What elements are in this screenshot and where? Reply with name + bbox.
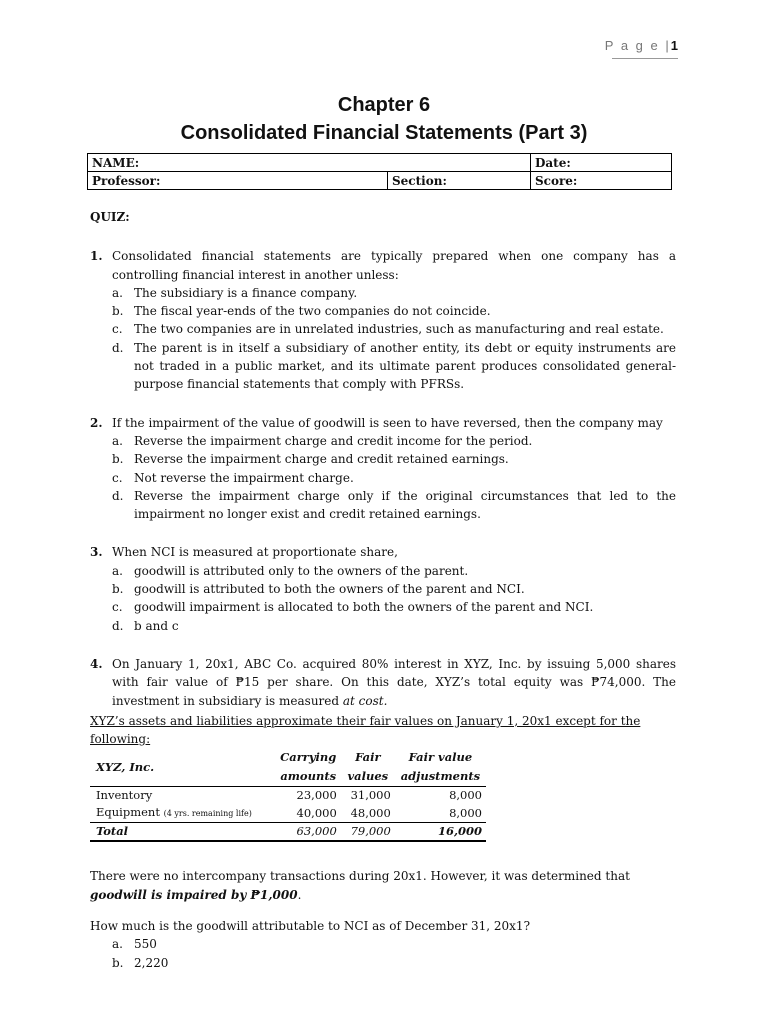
paragraph-emphasis: goodwill is impaired by ₱1,000 [90,887,298,902]
option-a[interactable] [112,432,676,450]
option-d[interactable] [112,339,676,394]
table-row [90,787,486,805]
option-letter: a. [112,285,123,300]
option-letter: c. [112,470,123,485]
total-carrying: 63,000 [276,823,341,842]
quiz-label: QUIZ: [90,210,130,224]
table-total-row [90,823,486,842]
question-3 [90,543,676,634]
question-2 [90,414,676,524]
question-number: 3. [90,545,103,560]
carrying-cell: 23,000 [296,788,337,803]
option-letter: d. [112,488,124,503]
option-letter: c. [112,322,123,337]
option-a[interactable] [90,935,676,953]
option-d[interactable] [112,617,676,635]
student-info-table [87,153,672,190]
section-field[interactable]: Section: [388,172,531,190]
question-text [112,655,676,710]
fair-header: Fair [355,750,381,765]
question-number: 4. [90,656,103,671]
option-letter: d. [112,340,124,355]
option-letter: a. [112,563,123,578]
question-text: Consolidated financial statements are typically prepared when one company has a controlling financial interest in another unless: [112,249,676,282]
table-row [90,804,486,823]
option-letter: d. [112,618,124,633]
option-b[interactable] [90,954,676,972]
quiz-content [90,208,676,972]
option-text: 550 [134,937,157,952]
option-letter: b. [112,304,124,319]
page-number [605,38,678,53]
score-field[interactable]: Score: [531,172,672,190]
carrying-header: Carrying [280,750,337,765]
option-b[interactable] [112,302,676,320]
option-b[interactable] [112,580,676,598]
fair-value-table [90,748,486,842]
option-text: The two companies are in unrelated industries, such as manufacturing and real estate. [134,322,664,337]
option-letter: b. [112,955,124,970]
name-field[interactable]: NAME: [88,154,531,172]
option-c[interactable] [112,320,676,338]
fair-value-intro: XYZ’s assets and liabilities approximate their fair values on January 1, 20x1 except for the following: [90,713,641,747]
question-number: 2. [90,415,103,430]
paragraph-text: There were no intercompany transactions during 20x1. However, it was determined that [90,869,630,884]
option-letter: b. [112,452,124,467]
total-label: Total [90,823,276,842]
fair-cell: 48,000 [350,805,391,820]
row-note: (4 yrs. remaining life) [163,809,252,819]
question-1 [90,247,676,393]
option-a[interactable] [112,284,676,302]
option-text: Not reverse the impairment charge. [134,470,354,485]
paragraph-end: . [297,887,302,902]
total-adjustment: 16,000 [395,823,486,842]
total-fair: 79,000 [341,823,395,842]
option-b[interactable] [112,450,676,468]
date-field[interactable]: Date: [531,154,672,172]
row-label [90,804,276,823]
option-c[interactable] [112,598,676,616]
option-a[interactable] [112,562,676,580]
option-c[interactable] [112,469,676,487]
row-label-text: Equipment [96,805,160,820]
carrying-header-2: amounts [276,767,341,787]
row-label-text: Inventory [96,788,153,803]
row-label [90,787,276,805]
adjustment-cell: 8,000 [449,805,482,820]
page-number-value: 1 [670,38,678,53]
adjustment-header-2: adjustments [395,767,486,787]
question-text-main: On January 1, 20x1, ABC Co. acquired 80% interest in XYZ, Inc. by issuing 5,000 shares with fair value of ₱15 per share. On this date, XYZ’s total equity was ₱74,000. The investment in subsidiary is measured [112,656,676,708]
professor-field[interactable]: Professor: [88,172,388,190]
option-text: Reverse the impairment charge and credit retained earnings. [134,452,509,467]
question-4 [90,655,676,710]
option-text: The parent is in itself a subsidiary of another entity, its debt or equity instruments are not traded in a public market, and its ultimate parent produces consolidated general-purpose financial statements that comply with PFRSs. [134,340,676,392]
question-text-italic: at cost. [342,693,388,708]
header-rule [612,58,678,59]
adjustment-cell: 8,000 [449,788,482,803]
table-corp-header: XYZ, Inc. [90,748,276,787]
option-text: Reverse the impairment charge only if the original circumstances that led to the impairment no longer exist and credit retained earnings. [134,488,676,522]
option-d[interactable] [112,487,676,524]
document-subtitle: Consolidated Financial Statements (Part 3) [180,122,588,144]
option-text: b and c [134,618,179,633]
option-text: 2,220 [134,955,169,970]
option-text: goodwill is attributed only to the owners of the parent. [134,563,469,578]
page-separator: | [665,38,671,53]
option-letter: b. [112,582,124,597]
option-letter: a. [112,937,123,952]
question-text: If the impairment of the value of goodwill is seen to have reversed, then the company may [112,415,663,430]
page-label: P a g e [604,38,660,53]
fair-header-2: values [341,767,395,787]
adjustment-header: Fair value [408,750,473,765]
question-4-prompt: How much is the goodwill attributable to NCI as of December 31, 20x1? [90,919,530,934]
impairment-paragraph [90,867,676,904]
fair-cell: 31,000 [350,788,391,803]
option-text: The fiscal year-ends of the two companies do not coincide. [134,304,491,319]
option-text: Reverse the impairment charge and credit income for the period. [134,433,533,448]
option-letter: c. [112,600,123,615]
option-text: goodwill impairment is allocated to both the owners of the parent and NCI. [134,600,594,615]
question-number: 1. [90,249,103,264]
chapter-title: Chapter 6 [337,94,431,116]
option-text: goodwill is attributed to both the owners of the parent and NCI. [134,582,525,597]
option-letter: a. [112,433,123,448]
option-text: The subsidiary is a finance company. [134,285,358,300]
question-text: When NCI is measured at proportionate share, [112,545,398,560]
carrying-cell: 40,000 [296,805,337,820]
